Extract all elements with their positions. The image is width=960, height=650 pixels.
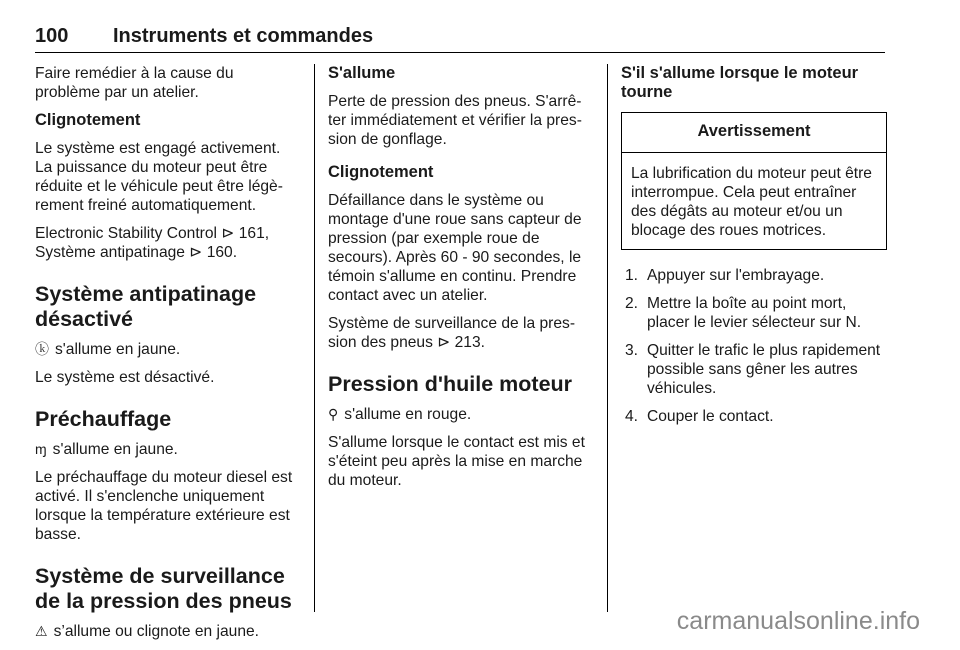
watermark: carmanualsonline.info [676, 607, 920, 635]
list-item: 2. Mettre la boîte au point mort, placer le levier sélecteur sur N. [625, 295, 862, 331]
column-divider-2 [607, 64, 608, 612]
reference-text: Electronic Stability Control ⊳ 161, Système antipatinage ⊳ 160. [35, 225, 270, 261]
blink-heading: Clignotement [35, 111, 141, 129]
blink-text: Le système est engagé activement. La puissance du moteur peut être réduite et le véhicule peut être légèrement freiné automatiquement. [35, 140, 283, 214]
tc-off-line: ⓚ s'allume en jaune. [35, 341, 181, 358]
oil-heading: Pression d'huile moteur [328, 372, 573, 396]
warning-text: La lubrification du moteur peut être interrompue. Cela peut entraîner des dégâts au moteur et/ou un blocage des roues motrices. [631, 165, 872, 239]
blink-text-2: Défaillance dans le système ou montage d'une roue sans capteur de pression (par exemple roue de secours). Après 60 - 90 secondes, le témoin s'allume en continu. Prendre contact avec un atelier. [328, 192, 582, 304]
page-number: 100 [35, 25, 69, 47]
page-title: Instruments et commandes [113, 25, 374, 47]
column-1 [35, 64, 301, 650]
list-item: 3. Quitter le trafic le plus rapidement possible sans gêner les autres véhicules. [625, 342, 881, 397]
traction-control-off-icon: ⓚ [35, 341, 49, 357]
list-item: 1. Appuyer sur l'embrayage. [625, 267, 825, 284]
column-3 [621, 64, 887, 435]
list-item: 4. Couper le contact. [625, 408, 774, 425]
preheat-heading: Préchauffage [35, 407, 172, 431]
steps-list [621, 266, 887, 426]
intro-text: Faire remédier à la cause du problème par un atelier. [35, 65, 234, 101]
running-heading: S'il s'allume lorsque le moteur tourne [621, 64, 859, 101]
glow-plug-icon: ɱ [35, 441, 47, 457]
tpms-heading: Système de surveillance de la pression des pneus [35, 564, 292, 613]
oil-pressure-icon: ⚲ [328, 406, 339, 422]
preheat-text: Le préchauffage du moteur diesel est activé. Il s'enclenche uniquement lorsque la température extérieure est basse. [35, 469, 293, 543]
column-2 [328, 64, 590, 499]
warning-title: Avertissement [622, 113, 886, 153]
on-heading: S'allume [328, 64, 396, 82]
preheat-line: ɱ s'allume en jaune. [35, 441, 178, 458]
oil-text: S'allume lorsque le contact est mis et s'éteint peu après la mise en marche du moteur. [328, 434, 585, 489]
tpms-line: ⚠ s’allume ou clignote en jaune. [35, 623, 260, 640]
page-header [35, 22, 885, 53]
tc-off-heading: Système antipatinage désactivé [35, 282, 257, 331]
oil-line: ⚲ s'allume en rouge. [328, 406, 472, 423]
tc-off-text: Le système est désactivé. [35, 369, 215, 386]
blink-heading-2: Clignotement [328, 163, 434, 181]
warning-box [621, 112, 887, 250]
on-text: Perte de pression des pneus. S'arrêter immédiatement et vérifier la pression de gonflage. [328, 93, 582, 148]
column-divider-1 [314, 64, 315, 612]
tpms-reference: Système de surveillance de la pression des pneus ⊳ 213. [328, 315, 576, 351]
tire-pressure-icon: ⚠ [35, 623, 48, 639]
